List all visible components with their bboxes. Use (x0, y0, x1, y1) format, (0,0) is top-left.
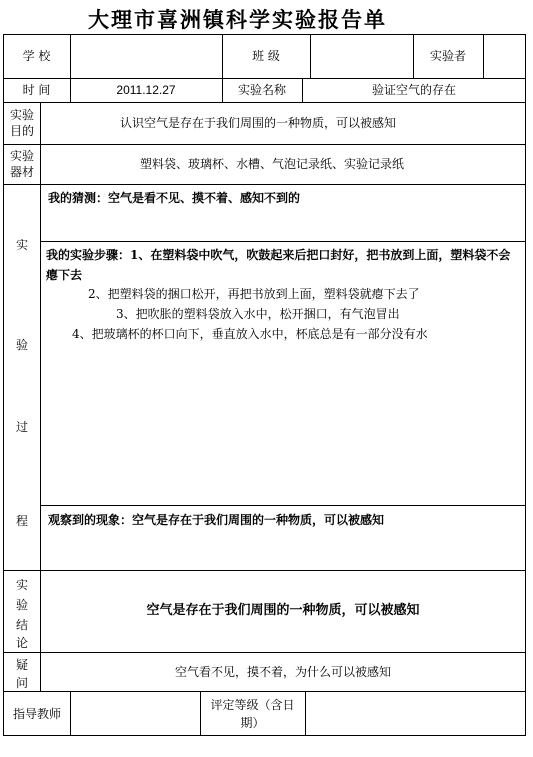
step-3-text: 3、把吹胀的塑料袋放入水中，松开捆口，有气泡冒出 (116, 307, 400, 321)
equipment-label: 实验器材 (9, 149, 34, 179)
observation-text: 观察到的现象：空气是存在于我们周围的一种物质，可以被感知 (48, 513, 385, 527)
time-label: 时 间 (22, 83, 51, 97)
grade-label: 评定等级（含日期） (210, 697, 295, 730)
experiment-name-label: 实验名称 (237, 83, 286, 97)
steps-intro-text: 我的实验步骤：1、在塑料袋中吹气，吹鼓起来后把口封好，把书放到上面，塑料袋不会瘪下去 (46, 248, 511, 282)
question-label-char-2: 问 (15, 676, 28, 690)
time-value: 2011.12.27 (116, 83, 176, 97)
conclusion-label-char-2: 验 (15, 598, 28, 612)
page-title: 大理市喜洲镇科学实验报告单 (88, 7, 387, 32)
experiment-name-value: 验证空气的存在 (371, 83, 456, 97)
question-value: 空气看不见，摸不着，为什么可以被感知 (174, 664, 391, 679)
purpose-label: 实验目的 (9, 108, 34, 138)
step-2-text: 2、把塑料袋的捆口松开，再把书放到上面，塑料袋就瘪下去了 (88, 287, 420, 301)
class-field[interactable] (310, 34, 413, 78)
process-label-char-1: 实 (15, 238, 28, 252)
class-label: 班 级 (252, 49, 280, 63)
school-field[interactable] (70, 34, 222, 78)
step-4-text: 4、把玻璃杯的杯口向下，垂直放入水中，杯底总是有一部分没有水 (72, 327, 428, 341)
conclusion-label-char-3: 结 (15, 618, 28, 632)
process-label-char-2: 验 (15, 338, 28, 352)
process-label-char-4: 程 (15, 514, 28, 528)
conclusion-label-char-1: 实 (15, 578, 28, 592)
conclusion-value: 空气是存在于我们周围的一种物质，可以被感知 (146, 603, 420, 618)
conclusion-label-char-4: 论 (15, 636, 28, 650)
experimenter-label: 实验者 (429, 49, 466, 63)
process-label-char-3: 过 (15, 420, 28, 434)
question-label-char-1: 疑 (15, 658, 28, 672)
experimenter-field[interactable] (483, 34, 526, 78)
guess-text: 我的猜测：空气是看不见、摸不着、感知不到的 (48, 191, 301, 205)
teacher-field[interactable] (70, 691, 200, 736)
equipment-value: 塑料袋、玻璃杯、水槽、气泡记录纸、实验记录纸 (140, 157, 405, 171)
teacher-label: 指导教师 (12, 706, 61, 721)
purpose-value: 认识空气是存在于我们周围的一种物质，可以被感知 (120, 116, 397, 130)
school-label: 学 校 (22, 49, 51, 63)
grade-field[interactable] (305, 691, 526, 736)
